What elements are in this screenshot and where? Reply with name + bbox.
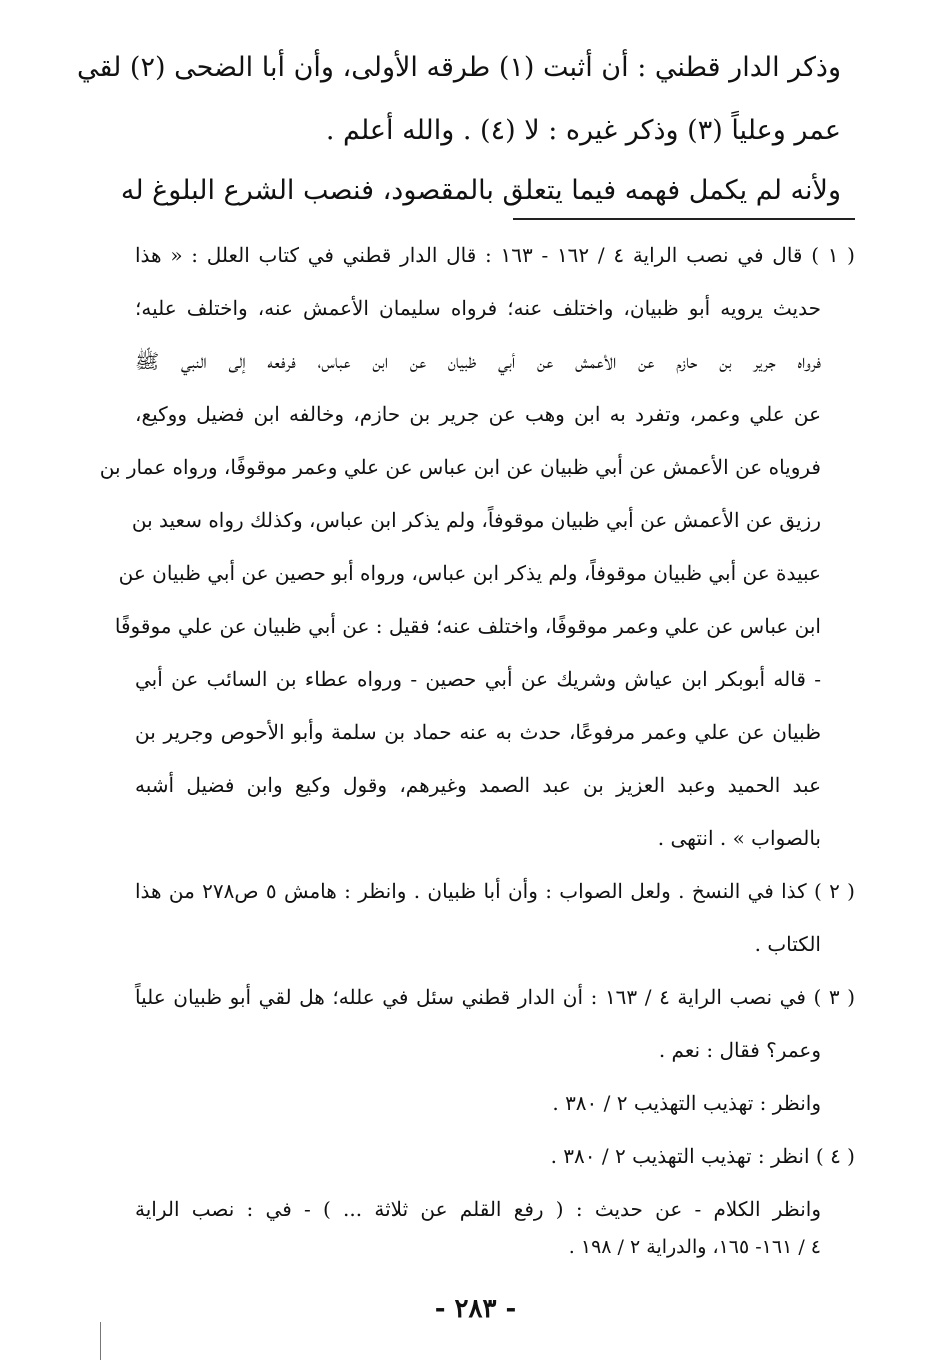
page-number: - ٢٨٣ - [434,1294,517,1324]
footnote-1-line-11: عبد الحميد وعبد العزيز بن عبد الصمد وغيرهم، وقول وكيع وابن فضيل أشبه [135,773,821,797]
footnote-3-line-1: ( ٣ ) في نصب الراية ٤ / ١٦٣ : أن الدار قطني سئل في علله؛ هل لقي أبو ظبيان علياً [135,985,855,1009]
main-text-line-3: ولأنه لم يكمل فهمه فيما يتعلق بالمقصود، فنصب الشرع البلوغ له [120,175,841,206]
footnote-4-line-3: ٤ / ١٦١- ١٦٥، والدراية ٢ / ١٩٨ . [568,1236,821,1258]
main-text-line-1: وذكر الدار قطني : أن أثبت (١) طرقه الأولى، وأن أبا الضحى (٢) لقي [76,52,841,83]
footnote-1-line-7: عبيدة عن أبي ظبيان موقوفاً، ولم يذكر ابن عباس، ورواه أبو حصين عن أبي ظبيان عن [118,561,821,585]
footnote-1-line-4: عن علي وعمر، وتفرد به ابن وهب عن جرير بن حازم، وخالفه ابن فضيل ووكيع، [135,402,821,426]
footnote-divider [513,218,855,220]
footnote-1-line-6: رزيق عن الأعمش عن أبي ظبيان موقوفاً، ولم يذكر ابن عباس، وكذلك رواه سعيد بن [131,508,821,532]
footnote-1-line-2: حديث يرويه أبو ظبيان، واختلف عنه؛ فرواه سليمان الأعمش عنه، واختلف عليه؛ [135,296,821,320]
footnote-2-line-2: الكتاب . [754,932,821,956]
footnote-2-line-1: ( ٢ ) كذا في النسخ . ولعل الصواب : وأن أبا ظبيان . وانظر : هامش ٥ ص٢٧٨ من هذا [135,879,855,903]
footnote-1-line-5: فروياه عن الأعمش عن أبي ظبيان عن ابن عباس عن علي وعمر موقوفًا، ورواه عمار بن [99,455,821,479]
footnote-4-line-2: وانظر الكلام - عن حديث : ( رفع القلم عن ثلاثة ... ) - في : نصب الراية [135,1197,821,1221]
margin-mark [100,1322,101,1360]
footnote-1-line-8: ابن عباس عن علي وعمر موقوفًا، واختلف عنه؛ فقيل : عن أبي ظبيان عن علي موقوفًا [114,614,821,638]
footnote-1-line-12: بالصواب » . انتهى . [657,826,821,850]
footnote-1-line-1: ( ١ ) قال في نصب الراية ٤ / ١٦٢ - ١٦٣ : قال الدار قطني في كتاب العلل : « هذا [135,243,855,267]
footnote-1-line-3: فرواه جرير بن حازم عن الأعمش عن أبي ظبيان عن ابن عباس، فرفعه إلى النبي ﷺ [135,349,821,373]
footnote-3-line-2: وعمر؟ فقال : نعم . [658,1038,821,1062]
footnote-4-line-1: ( ٤ ) انظر : تهذيب التهذيب ٢ / ٣٨٠ . [550,1144,855,1168]
footnote-3-line-3: وانظر : تهذيب التهذيب ٢ / ٣٨٠ . [552,1091,821,1115]
main-text-line-2: عمر وعلياً (٣) وذكر غيره : لا (٤) . والله أعلم . [325,115,841,146]
footnote-1-line-9: - قاله أبوبكر ابن عياش وشريك عن أبي حصين - ورواه عطاء بن السائب عن أبي [135,667,821,691]
footnote-1-line-10: ظبيان عن علي وعمر مرفوعًا، حدث به عنه حماد بن سلمة وأبو الأحوص وجرير بن [135,720,821,744]
